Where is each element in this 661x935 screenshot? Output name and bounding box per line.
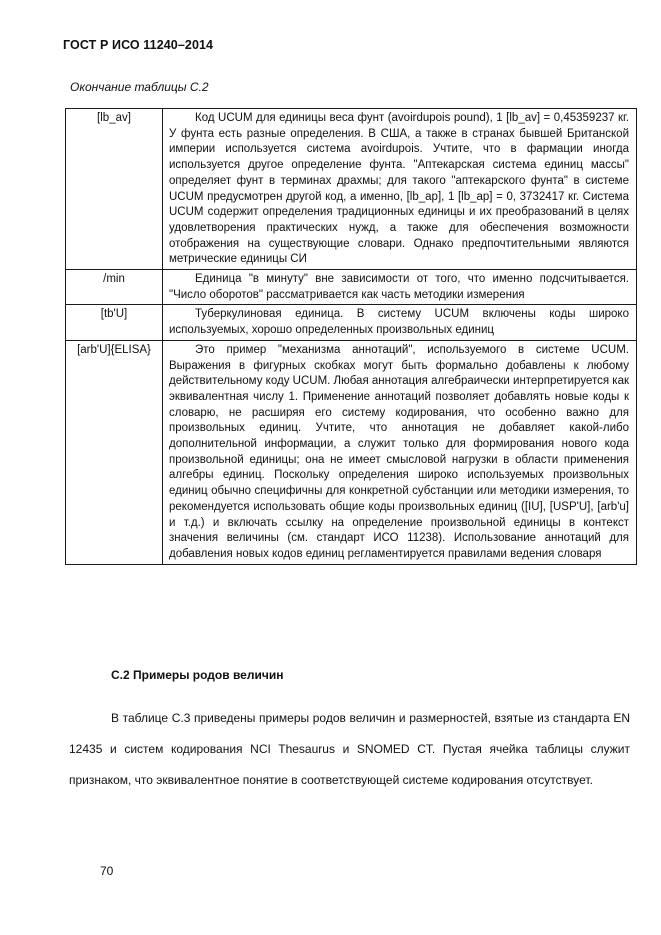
table-row [66, 305, 637, 340]
unit-code-cell: [tb'U] [66, 305, 163, 340]
page-number: 70 [100, 864, 114, 878]
unit-description-cell: Туберкулиновая единица. В систему UCUM включены коды широко используемых, хорошо определенных произвольных единиц [163, 305, 637, 340]
unit-code-cell: /min [66, 270, 163, 305]
unit-description-cell: Это пример "механизма аннотаций", используемого в системе UCUM. Выражения в фигурных скобках могут быть формально добавлены к любому действительному коду UCUM. Любая аннотация алгебраически интерпретируется как эквивалентная числу 1. Применение аннотаций позволяет добавлять новые коды к словарю, не расширяя его систему кодирования, что особенно важно для произвольных единиц. Учтите, что аннотация не добавляет какой-либо дополнительной информации, а служит только для формирования нового кода произвольной единицы; она не имеет смысловой нагрузки в области применения алгебры единиц. Поскольку определения широко используемых произвольных единиц обычно специфичны для конкретной субстанции или методики измерения, то рекомендуется использовать общие коды произвольных единиц ([IU], [USP'U], [arb'u] и т.д.) и включать ссылку на определение произвольной единицы в контекст значения величины (см. стандарт ИСО 11238). Использование аннотаций для добавления новых кодов единиц регламентируется правилами ведения словаря [163, 340, 637, 564]
unit-code-cell: [lb_av] [66, 109, 163, 270]
table-row [66, 270, 637, 305]
table-caption: Окончание таблицы С.2 [70, 80, 209, 94]
document-header: ГОСТ Р ИСО 11240–2014 [63, 38, 214, 52]
unit-code-cell: [arb'U]{ELISA} [66, 340, 163, 564]
units-table [65, 108, 637, 565]
unit-description-cell: Единица "в минуту" вне зависимости от того, что именно подсчитывается. "Число оборотов" рассматривается как часть методики измерения [163, 270, 637, 305]
table-row [66, 340, 637, 564]
table-row [66, 109, 637, 270]
section-title: С.2 Примеры родов величин [111, 668, 284, 682]
unit-description-cell: Код UCUM для единицы веса фунт (avoirdupois pound), 1 [lb_av] = 0,45359237 кг. У фунта есть разные определения. В США, а также в странах бывшей Британской империи используется система avoirdupois. Учтите, что в фармации иногда используется другое определение фунта. "Аптекарская система единиц массы" определяет фунт в терминах драхмы; для такого "аптекарского фунта" в системе UCUM предусмотрен другой код, а именно, [lb_ap], 1 [lb_ap] = 0, 3732417 кг. Система UCUM содержит определения традиционных единицы и их преобразований в целях удовлетворения практических нужд, а также для обеспечения возможности отображения на существующие словари. Однако предпочтительными являются метрические единицы СИ [163, 109, 637, 270]
section-paragraph: В таблице С.3 приведены примеры родов величин и размерностей, взятые из стандарта EN 12435 и систем кодирования NCI Thesaurus и SNOMED CT. Пустая ячейка таблицы служит признаком, что эквивалентное понятие в соответствующей системе кодирования отсутствует. [69, 711, 630, 787]
